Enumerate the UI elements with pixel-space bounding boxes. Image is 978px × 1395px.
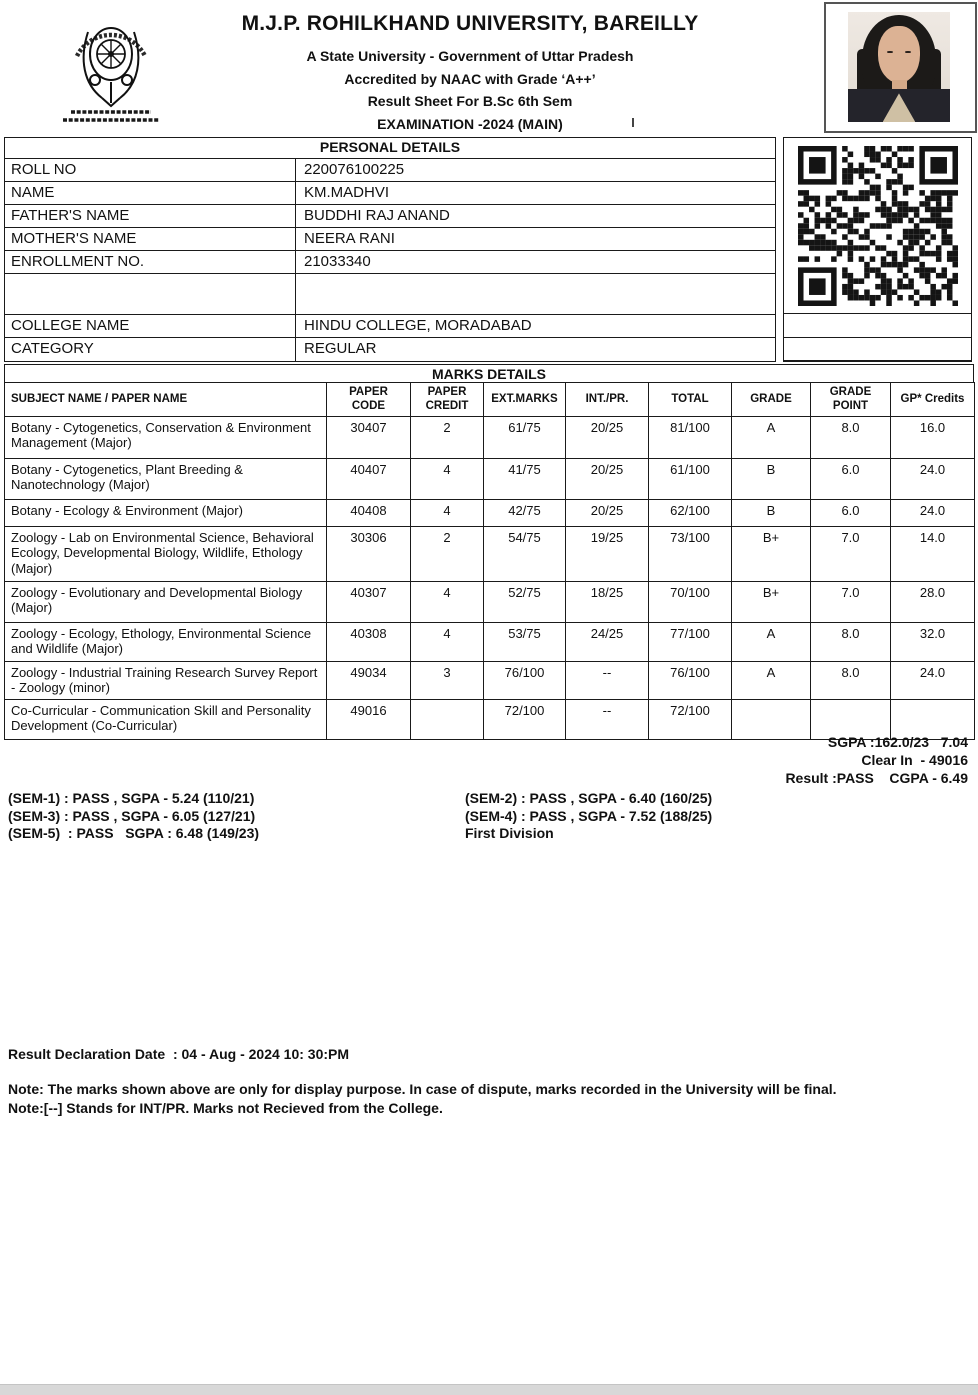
division-text: First Division (465, 825, 554, 841)
grade-cell: A (732, 662, 811, 700)
paper-credit-cell: 4 (411, 459, 484, 500)
grade-point-cell: 6.0 (811, 459, 891, 500)
paper-code-cell: 40307 (327, 582, 411, 623)
paper-code-cell: 30306 (327, 527, 411, 582)
grade-point-cell: 8.0 (811, 417, 891, 459)
paper-credit-cell: 4 (411, 500, 484, 527)
col-paper-credit: PAPER CREDIT (411, 383, 484, 417)
subject-cell: Botany - Cytogenetics, Plant Breeding & Nanotechnology (Major) (5, 459, 327, 500)
clear-in-line: Clear In - 49016 (861, 752, 968, 768)
field-label: NAME (5, 182, 296, 204)
qr-area (784, 138, 971, 314)
paper-code-cell: 40407 (327, 459, 411, 500)
field-label: COLLEGE NAME (5, 315, 296, 337)
col-subject-name: SUBJECT NAME / PAPER NAME (5, 383, 327, 417)
total-cell: 70/100 (649, 582, 732, 623)
semester-row (8, 825, 968, 843)
result-cgpa-line: Result :PASS CGPA - 6.49 (785, 770, 968, 786)
grade-cell: B (732, 459, 811, 500)
bottom-scrollbar-track[interactable] (0, 1384, 978, 1395)
int-pr-cell: 20/25 (566, 500, 649, 527)
field-label: CATEGORY (5, 338, 296, 361)
result-summary (785, 733, 968, 787)
semester-row (8, 790, 968, 808)
gp-credits-cell: 16.0 (891, 417, 975, 459)
total-cell: 73/100 (649, 527, 732, 582)
paper-credit-cell (411, 700, 484, 740)
personal-details-section (4, 137, 972, 362)
subject-cell: Botany - Cytogenetics, Conservation & Environment Management (Major) (5, 417, 327, 459)
header-line-state-university: A State University - Government of Uttar Pradesh (306, 48, 634, 64)
ext-marks-cell: 76/100 (484, 662, 566, 700)
personal-row-college-name (5, 314, 775, 337)
personal-row-fathers-name (5, 204, 775, 227)
qr-code (798, 146, 958, 306)
subject-cell: Zoology - Ecology, Ethology, Environmental Science and Wildlife (Major) (5, 623, 327, 662)
grade-point-cell: 7.0 (811, 582, 891, 623)
qr-column (783, 137, 972, 362)
sem-5-result: (SEM-5) : PASS SGPA : 6.48 (149/23) (8, 825, 260, 841)
paper-credit-cell: 3 (411, 662, 484, 700)
personal-row-name (5, 181, 775, 204)
university-logo (57, 6, 165, 126)
ext-marks-cell: 52/75 (484, 582, 566, 623)
grade-cell: A (732, 623, 811, 662)
field-label: ROLL NO (5, 159, 296, 181)
grade-cell: B (732, 500, 811, 527)
result-declaration-date: Result Declaration Date : 04 - Aug - 2024 10: 30:PM (8, 1046, 350, 1062)
paper-credit-cell: 2 (411, 417, 484, 459)
paper-credit-cell: 4 (411, 582, 484, 623)
field-label: ENROLLMENT NO. (5, 251, 296, 273)
personal-row-roll-no (5, 158, 775, 181)
subject-cell: Co-Curricular - Communication Skill and Personality Development (Co-Curricular) (5, 700, 327, 740)
paper-code-cell: 49034 (327, 662, 411, 700)
marks-header-row (5, 383, 975, 417)
semester-results (8, 790, 968, 843)
personal-spacer (5, 273, 775, 314)
gp-credits-cell: 32.0 (891, 623, 975, 662)
int-pr-cell: -- (566, 662, 649, 700)
total-cell: 77/100 (649, 623, 732, 662)
field-value: KM.MADHVI (304, 184, 390, 201)
personal-row-mothers-name (5, 227, 775, 250)
marks-row (5, 582, 975, 623)
personal-details-title: PERSONAL DETAILS (319, 139, 461, 155)
int-pr-cell: 20/25 (566, 417, 649, 459)
tick-mark (632, 118, 634, 127)
paper-credit-cell: 2 (411, 527, 484, 582)
ext-marks-cell: 41/75 (484, 459, 566, 500)
gp-credits-cell: 24.0 (891, 662, 975, 700)
semester-row (8, 808, 968, 826)
marks-row (5, 459, 975, 500)
col-ext-marks: EXT.MARKS (484, 383, 566, 417)
header (170, 12, 770, 135)
sem-4-result: (SEM-4) : PASS , SGPA - 7.52 (188/25) (465, 807, 713, 824)
gp-credits-cell: 24.0 (891, 500, 975, 527)
marks-row (5, 623, 975, 662)
ext-marks-cell: 54/75 (484, 527, 566, 582)
total-cell: 81/100 (649, 417, 732, 459)
marks-details-title: MARKS DETAILS (4, 364, 974, 382)
field-label: MOTHER'S NAME (5, 228, 296, 250)
ext-marks-cell: 72/100 (484, 700, 566, 740)
grade-point-cell: 8.0 (811, 662, 891, 700)
field-value: NEERA RANI (304, 230, 395, 247)
header-line-result-sheet: Result Sheet For B.Sc 6th Sem (367, 93, 573, 109)
grade-point-cell: 8.0 (811, 623, 891, 662)
student-photo (848, 12, 950, 122)
col-grade: GRADE (732, 383, 811, 417)
int-pr-cell: -- (566, 700, 649, 740)
note-display-purpose: Note: The marks shown above are only for display purpose. In case of dispute, marks recorded in the University will be final. (8, 1081, 837, 1097)
personal-row-enrollment-no (5, 250, 775, 273)
col-total: TOTAL (649, 383, 732, 417)
int-pr-cell: 19/25 (566, 527, 649, 582)
qr-empty-row-1 (784, 314, 971, 338)
paper-code-cell: 30407 (327, 417, 411, 459)
subject-cell: Zoology - Industrial Training Research Survey Report - Zoology (minor) (5, 662, 327, 700)
grade-cell: B+ (732, 582, 811, 623)
int-pr-cell: 20/25 (566, 459, 649, 500)
ext-marks-cell: 53/75 (484, 623, 566, 662)
sem-3-result: (SEM-3) : PASS , SGPA - 6.05 (127/21) (8, 807, 256, 824)
student-photo-frame (824, 2, 977, 133)
field-value: 220076100225 (304, 161, 405, 178)
marks-row (5, 417, 975, 459)
ext-marks-cell: 61/75 (484, 417, 566, 459)
personal-details-table (4, 137, 776, 362)
header-line-examination: EXAMINATION -2024 (MAIN) (377, 115, 563, 132)
col-grade-point: GRADE POINT (811, 383, 891, 417)
marks-row (5, 527, 975, 582)
personal-row-category (5, 337, 775, 361)
marks-row (5, 500, 975, 527)
header-line-naac: Accredited by NAAC with Grade ‘A++’ (344, 70, 596, 87)
grade-point-cell: 7.0 (811, 527, 891, 582)
marks-table (4, 382, 975, 740)
col-gp-credits: GP* Credits (891, 383, 975, 417)
paper-credit-cell: 4 (411, 623, 484, 662)
total-cell: 62/100 (649, 500, 732, 527)
grade-cell: A (732, 417, 811, 459)
paper-code-cell: 40308 (327, 623, 411, 662)
qr-empty-row-2 (784, 338, 971, 361)
sem-1-result: (SEM-1) : PASS , SGPA - 5.24 (110/21) (8, 790, 255, 806)
note-int-pr: Note:[--] Stands for INT/PR. Marks not Recieved from the College. (8, 1099, 443, 1116)
ext-marks-cell: 42/75 (484, 500, 566, 527)
paper-code-cell: 49016 (327, 700, 411, 740)
total-cell: 72/100 (649, 700, 732, 740)
gp-credits-cell: 14.0 (891, 527, 975, 582)
gp-credits-cell: 28.0 (891, 582, 975, 623)
university-emblem-icon (57, 6, 165, 126)
marks-row (5, 662, 975, 700)
field-label: FATHER'S NAME (5, 205, 296, 227)
field-value: 21033340 (304, 253, 371, 270)
field-value: REGULAR (304, 340, 377, 357)
gp-credits-cell: 24.0 (891, 459, 975, 500)
int-pr-cell: 18/25 (566, 582, 649, 623)
grade-point-cell: 6.0 (811, 500, 891, 527)
sgpa-line: SGPA :162.0/23 7.04 (827, 734, 968, 750)
university-name: M.J.P. ROHILKHAND UNIVERSITY, BAREILLY (241, 12, 699, 35)
total-cell: 76/100 (649, 662, 732, 700)
sem-2-result: (SEM-2) : PASS , SGPA - 6.40 (160/25) (465, 790, 713, 806)
int-pr-cell: 24/25 (566, 623, 649, 662)
field-value: HINDU COLLEGE, MORADABAD (304, 317, 532, 334)
col-paper-code: PAPER CODE (327, 383, 411, 417)
total-cell: 61/100 (649, 459, 732, 500)
paper-code-cell: 40408 (327, 500, 411, 527)
footer-notes (8, 1080, 970, 1117)
col-int-pr: INT./PR. (566, 383, 649, 417)
subject-cell: Zoology - Evolutionary and Developmental Biology (Major) (5, 582, 327, 623)
subject-cell: Botany - Ecology & Environment (Major) (5, 500, 327, 527)
field-value: BUDDHI RAJ ANAND (304, 207, 450, 224)
subject-cell: Zoology - Lab on Environmental Science, Behavioral Ecology, Developmental Biology, Wildlife, Ethology (Major) (5, 527, 327, 582)
grade-cell: B+ (732, 527, 811, 582)
